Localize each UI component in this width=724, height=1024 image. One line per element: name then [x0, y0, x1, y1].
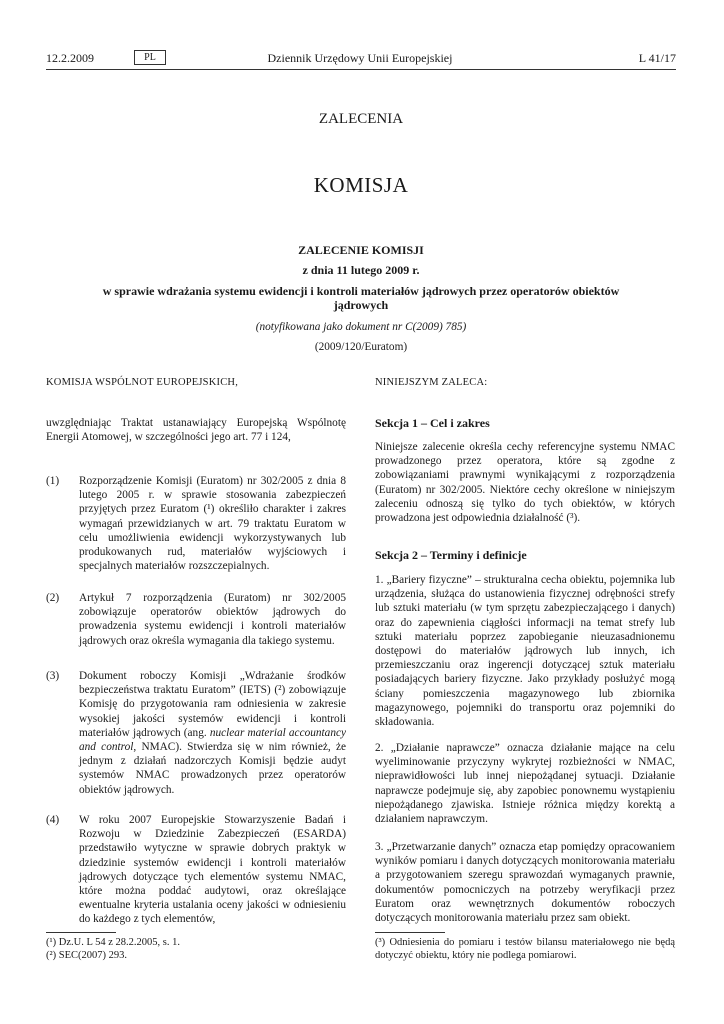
having-regard-text: uwzględniając Traktat ustanawiający Europejską Wspólnotę Energii Atomowej, w szczególności jego art. 77 i 124,: [46, 417, 346, 444]
footnote-divider: [46, 932, 116, 933]
language-badge: PL: [134, 50, 166, 65]
section-1-text: Niniejsze zalecenie określa cechy referencyjne systemu NMAC prowadzonego przez operatora, które są zgodne z zobowiązaniami prawnymi wynikającymi z rozporządzenia (Euratom) nr 302/2005. Niektóre cechy określone w niniejszym zaleceniu odnoszą się tylko do tych obiektów, w których prowadzona jest odpowiednia działalność (³).: [375, 441, 675, 525]
recital-number: (4): [46, 814, 60, 826]
definition-3: 3. „Przetwarzanie danych” oznacza etap pomiędzy opracowaniem wyników pomiaru i danych dotyczących monitorowania materiału a przygotowaniem szeregu sprawozdań wymaganych prawnie, dokumentów pomocniczych na potrzeby weryfikacji przez Euratom oraz wewnętrznych dokumentów roboczych dotyczących monitorowania materiału przez sam obiekt.: [375, 841, 675, 925]
footnote-3: (³) Odniesienia do pomiaru i testów bilansu materiałowego nie będą dotyczyć obiektu, który nie podlega pomiarowi.: [375, 937, 676, 961]
page-number: L 41/17: [638, 51, 676, 65]
recital-number: (1): [46, 475, 60, 487]
institution-heading: KOMISJA: [313, 173, 409, 197]
footnote-1: (¹) Dz.U. L 54 z 28.2.2005, s. 1.: [46, 937, 181, 948]
operative-heading: NINIEJSZYM ZALECA:: [375, 377, 488, 388]
act-title: ZALECENIE KOMISJI: [298, 243, 424, 257]
recital-number: (3): [46, 670, 60, 682]
act-date: z dnia 11 lutego 2009 r.: [302, 263, 420, 277]
english-term: nuclear material accountancy and control: [79, 726, 346, 754]
recital-text: W roku 2007 Europejskie Stowarzyszenie Badań i Rozwoju w Dziedzinie Zabezpieczeń (ESARDA) przedstawiło wytyczne w sprawie dobrych praktyk w dziedzinie systemów ewidencji i kontroli materiałów jądrowych dotyczące tych elementów systemu NMAC, które można poddać audytowi, oraz określające ewentualne kryteria ustalania oceny jakości w odniesieniu do każdego z tych elementów,: [79, 814, 346, 926]
category-heading: ZALECENIA: [318, 111, 404, 127]
preamble-heading: KOMISJA WSPÓLNOT EUROPEJSKICH,: [46, 377, 239, 388]
section-1-title: Sekcja 1 – Cel i zakres: [375, 416, 490, 430]
footnote-2: (²) SEC(2007) 293.: [46, 950, 128, 961]
document-reference: (2009/120/Euratom): [314, 341, 408, 353]
section-2-title: Sekcja 2 – Terminy i definicje: [375, 548, 527, 562]
footnote-divider: [375, 932, 445, 933]
notification-note: (notyfikowana jako dokument nr C(2009) 785): [255, 321, 467, 333]
header-date: 12.2.2009: [46, 51, 94, 65]
definition-1: 1. „Bariery fizyczne” – strukturalna cecha obiektu, pojemnika lub urządzenia, służąca do ustanowienia fizycznej odrębności strefy lub sztuki materiału (w tym sprzętu zabezpieczającego i danych) oraz do zapewnienia ciągłości informacji na temat strefy lub sztuki materiału poprzez zapobieganie nieuzasadnionemu dostępowi do materiałów jądrowych lub innych, ich przemieszczaniu oraz ingerencji dotyczącej sztuk materiału posiadających bariery fizyczne. Jako przykłady posłużyć mogą ściany pomieszczenia magazynowego lub zbiornika magazynowego, pojemniki do transportu oraz pojemniki do składowania.: [375, 574, 675, 729]
journal-title: Dziennik Urzędowy Unii Europejskiej: [267, 51, 453, 65]
header-divider: [46, 69, 676, 70]
recital-number: (2): [46, 592, 60, 604]
act-subject: w sprawie wdrażania systemu ewidencji i kontroli materiałów jądrowych przez operatorów obiektów jądrowych: [102, 284, 620, 312]
recital-text: Rozporządzenie Komisji (Euratom) nr 302/2005 z dnia 8 lutego 2005 r. w sprawie stosowania zabezpieczeń przyjętych przez Euratom (¹) określiło charakter i zakres wymagań przewidzianych w art. 79 traktatu Euratom w celu umożliwienia ewidencji wykorzystywanych lub produkowanych rud, materiałów wyjściowych i specjalnych materiałów rozszczepialnych.: [79, 475, 346, 573]
recital-text: Artykuł 7 rozporządzenia (Euratom) nr 302/2005 zobowiązuje operatorów obiektów jądrowych do prowadzenia systemu ewidencji i kontroli materiałów jądrowych oraz określa wymagania dla takiego systemu.: [79, 592, 346, 647]
recital-text: Dokument roboczy Komisji „Wdrażanie środków bezpieczeństwa traktatu Euratom” (IETS) (²) zobowiązuje Komisję do przygotowania ram odniesienia w zakresie wysokiej jakości systemów ewidencji i kontroli materiałów jądrowych (ang. nuclear material accountancy and control, NMAC). Stwierdza się w nim również, że jednym z działań nadzorczych Komisji będzie audyt systemów NMAC prowadzonych przez operatorów obiektów jądrowych.: [79, 670, 346, 796]
definition-2: 2. „Działanie naprawcze” oznacza działanie mające na celu wyeliminowanie przyczyny wykrytej rozbieżności w NMAC, nieprawidłowości lub innej niepożądanej sytuacji. Działanie naprawcze podejmuje się, aby zapobiec ponownemu wystąpieniu niepożądanego zjawiska. Istnieje różnica między korektą a działaniem naprawczym.: [375, 742, 675, 826]
